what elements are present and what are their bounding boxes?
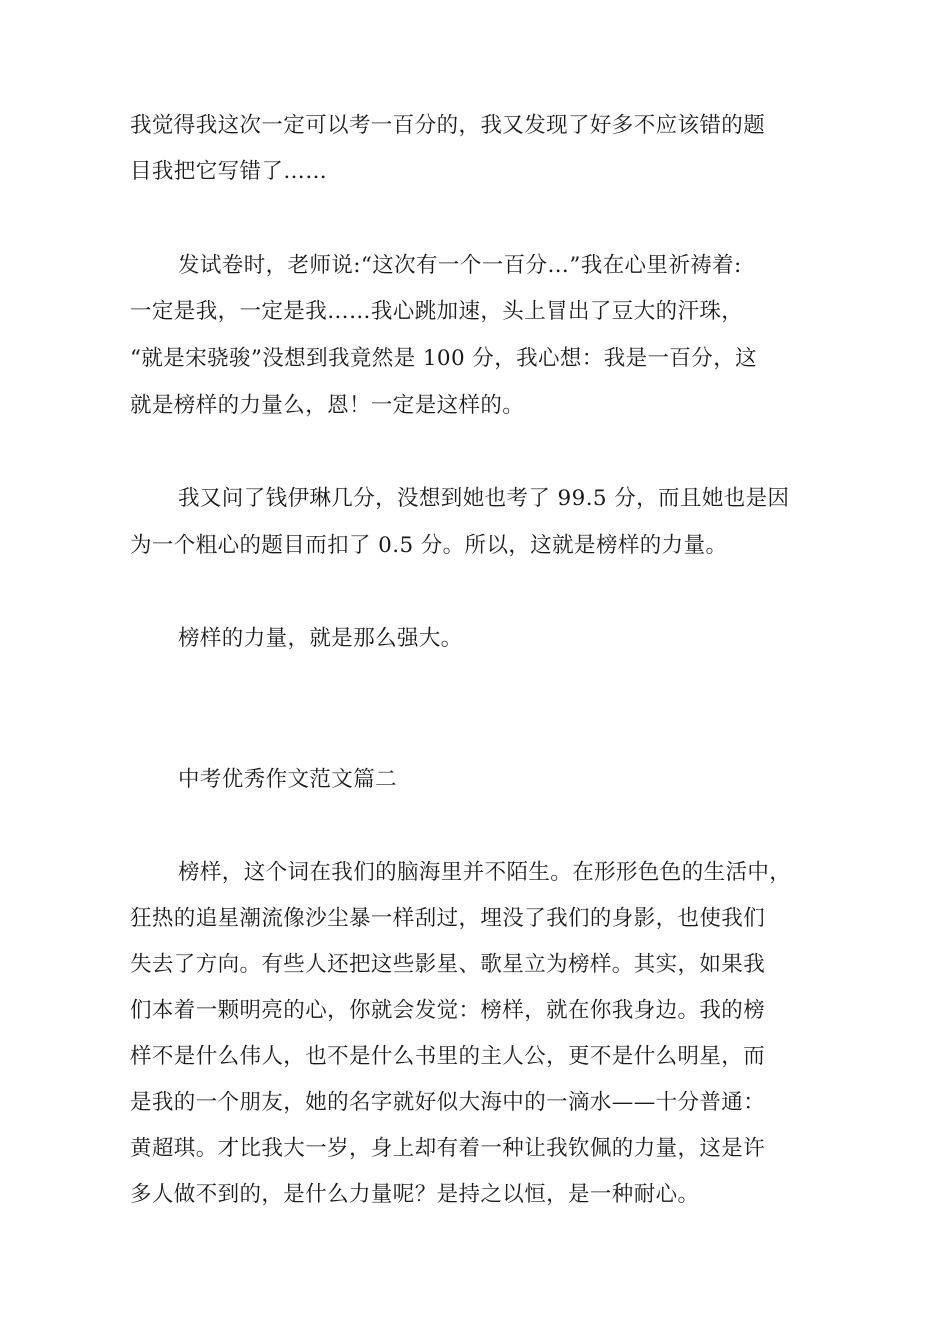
paragraph-line: 是我的一个朋友，她的名字就好似大海中的一滴水——十分普通： (130, 1090, 766, 1115)
paragraph-line: 我又问了钱伊琳几分，没想到她也考了 99.5 分，而且她也是因 (178, 486, 790, 511)
paragraph-line: 为一个粗心的题目而扣了 0.5 分。所以，这就是榜样的力量。 (130, 533, 728, 558)
paragraph-line: 多人做不到的，是什么力量呢？是持之以恒，是一种耐心。 (130, 1182, 700, 1207)
paragraph-line: 样不是什么伟人，也不是什么书里的主人公，更不是什么明星，而 (130, 1044, 766, 1069)
paragraph-line: 们本着一颗明亮的心，你就会发觉：榜样，就在你我身边。我的榜 (130, 998, 766, 1023)
paragraph-line: 黄超琪。才比我大一岁，身上却有着一种让我钦佩的力量，这是许 (130, 1136, 766, 1161)
paragraph-line: 我觉得我这次一定可以考一百分的，我又发现了好多不应该错的题 (130, 113, 766, 138)
paragraph-line: 榜样，这个词在我们的脑海里并不陌生。在形形色色的生活中， (178, 860, 792, 885)
paragraph-line: 榜样的力量，就是那么强大。 (178, 626, 463, 651)
paragraph-line: 目我把它写错了…… (130, 159, 328, 184)
paragraph-line: 狂热的追星潮流像沙尘暴一样刮过，埋没了我们的身影，也使我们 (130, 906, 766, 931)
paragraph-line: 一定是我，一定是我……我心跳加速，头上冒出了豆大的汗珠， (130, 299, 744, 324)
paragraph-line: 发试卷时，老师说:“这次有一个一百分…”我在心里祈祷着: (178, 253, 742, 278)
paragraph-line: 就是榜样的力量么，恩！一定是这样的。 (130, 393, 525, 418)
section-heading: 中考优秀作文范文篇二 (178, 767, 398, 792)
paragraph-line: 失去了方向。有些人还把这些影星、歌星立为榜样。其实，如果我 (130, 952, 766, 977)
paragraph-line: “就是宋骁骏”没想到我竟然是 100 分，我心想：我是一百分，这 (130, 346, 757, 371)
